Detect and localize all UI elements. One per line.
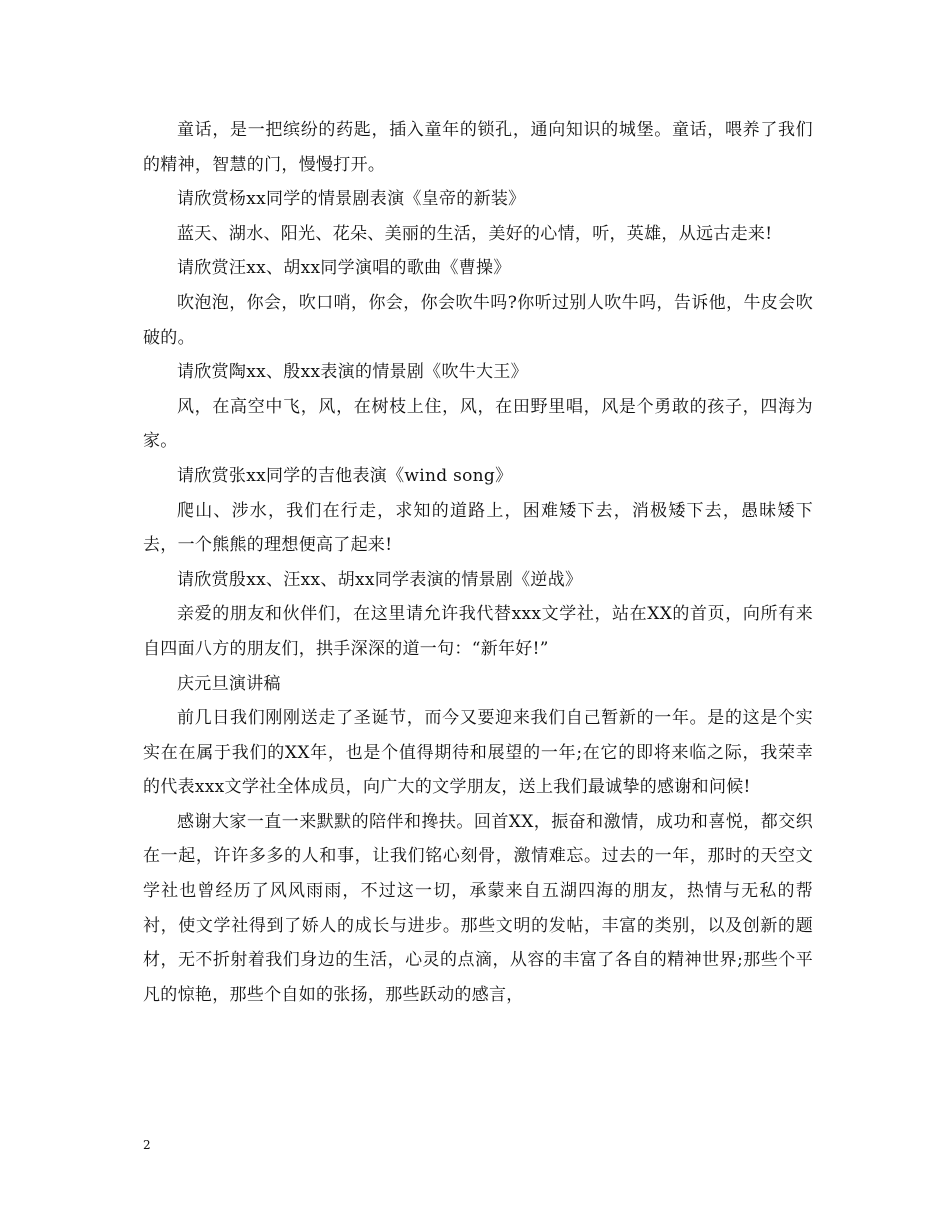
page-number: 2 [143, 1138, 151, 1152]
paragraph-climbing-intro: 爬山、涉水，我们在行走，求知的道路上，困难矮下去，消极矮下去，愚昧矮下去，一个熊熊的理想便高了起来! [143, 500, 813, 556]
document-body [143, 113, 813, 1012]
paragraph-program-bragging-king: 请欣赏陶xx、殷xx表演的情景剧《吹牛大王》 [177, 362, 528, 383]
paragraph-fairy-tale-intro: 童话，是一把缤纷的药匙，插入童年的锁孔，通向知识的城堡。童话，喂养了我们的精神，智慧的门，慢慢打开。 [143, 120, 813, 175]
paragraph-program-wind-song: 请欣赏张xx同学的吉他表演《wind song》 [177, 465, 513, 486]
section-title-speech: 庆元旦演讲稿 [177, 673, 281, 694]
paragraph-speech-opening: 前几日我们刚刚送走了圣诞节，而今又要迎来我们自己暂新的一年。是的这是个实实在在属于我们的XX年，也是个值得期待和展望的一年;在它的即将来临之际，我荣幸的代表xxx文学社全体成员，向广大的文学朋友，送上我们最诚挚的感谢和问候! [143, 708, 813, 798]
paragraph-program-emperor: 请欣赏杨xx同学的情景剧表演《皇帝的新装》 [177, 189, 526, 210]
paragraph-new-year-greeting: 亲爱的朋友和伙伴们，在这里请允许我代替xxx文学社，站在XX的首页，向所有来自四面八方的朋友们，拱手深深的道一句：“新年好!” [143, 604, 813, 659]
paragraph-bragging-intro: 吹泡泡，你会，吹口哨，你会，你会吹牛吗?你听过别人吹牛吗，告诉他，牛皮会吹破的。 [143, 292, 813, 348]
paragraph-speech-thanks: 感谢大家一直一来默默的陪伴和搀扶。回首XX，振奋和激情，成功和喜悦，都交织在一起，许许多多的人和事，让我们铭心刻骨，激情难忘。过去的一年，那时的天空文学社也曾经历了风风雨雨，不过这一切，承蒙来自五湖四海的朋友，热情与无私的帮衬，使文学社得到了娇人的成长与进步。那些文明的发帖，丰富的类别，以及创新的题材，无不折射着我们身边的生活，心灵的点滴，从容的丰富了各自的精神世界;那些个平凡的惊艳，那些个自如的张扬，那些跃动的感言， [143, 811, 813, 1005]
paragraph-wind-intro: 风，在高空中飞，风，在树枝上住，风，在田野里唱，风是个勇敢的孩子，四海为家。 [143, 396, 813, 452]
paragraph-program-caocao: 请欣赏汪xx、胡xx同学演唱的歌曲《曹操》 [177, 258, 511, 279]
paragraph-program-nizhan: 请欣赏殷xx、汪xx、胡xx同学表演的情景剧《逆战》 [177, 569, 583, 590]
paragraph-hero-intro: 蓝天、湖水、阳光、花朵、美丽的生活，美好的心情，听，英雄，从远古走来! [177, 223, 773, 244]
